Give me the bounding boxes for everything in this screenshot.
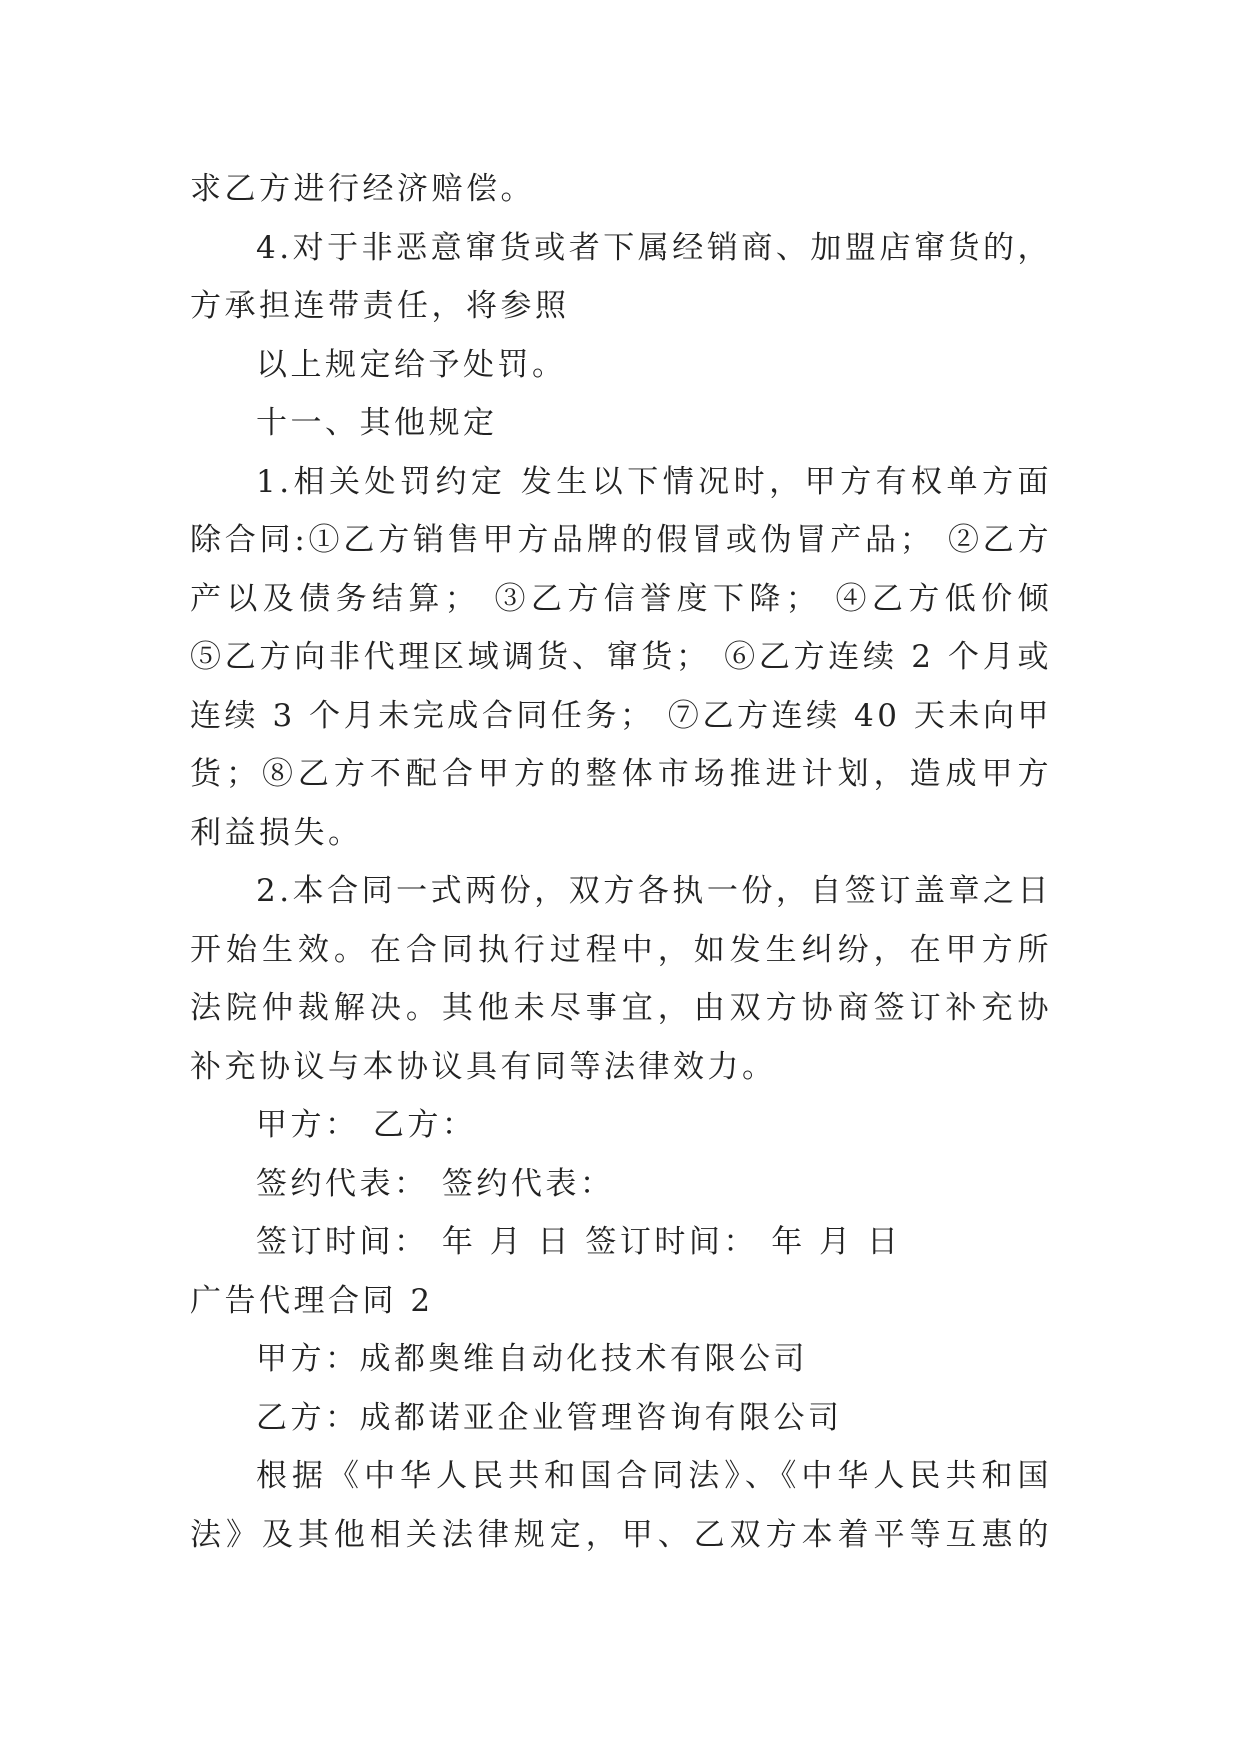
text-line: 签约代表： 签约代表： — [256, 1165, 615, 1202]
text-line: 除合同:①乙方销售甲方品牌的假冒或伪冒产品； ②乙方 — [190, 522, 1052, 558]
text-line: 法》及其他相关法律规定，甲、乙双方本着平等互惠的 — [190, 1516, 1052, 1553]
text-line: 十一、其他规定 — [256, 405, 498, 441]
text-line: 法院仲裁解决。其他未尽事宜，由双方协商签订补充协 — [190, 990, 1052, 1026]
text-line: 甲方：成都奥维自动化技术有限公司 — [256, 1341, 808, 1377]
text-line: 货；⑧乙方不配合甲方的整体市场推进计划，造成甲方 — [190, 756, 1052, 792]
text-line: 2.本合同一式两份，双方各执一份，自签订盖章之日 — [256, 873, 1052, 909]
text-line: 求乙方进行经济赔偿。 — [190, 171, 535, 207]
text-line: 甲方： 乙方： — [256, 1107, 477, 1143]
text-line: 开始生效。在合同执行过程中，如发生纠纷，在甲方所 — [190, 931, 1052, 968]
text-line: 连续 3 个月未完成合同任务； ⑦乙方连续 40 天未向甲 — [190, 697, 1052, 734]
text-line: 利益损失。 — [190, 814, 363, 851]
text-line: 产以及债务结算； ③乙方信誉度下降； ④乙方低价倾 — [190, 580, 1052, 617]
text-line: 以上规定给予处罚。 — [256, 346, 567, 383]
text-line: 根据《中华人民共和国合同法》、《中华人民共和国 — [256, 1458, 1052, 1494]
text-line: 方承担连带责任，将参照 — [190, 288, 570, 324]
text-line: ⑤乙方向非代理区域调货、窜货； ⑥乙方连续 2 个月或 — [190, 639, 1052, 675]
text-line: 补充协议与本协议具有同等法律效力。 — [190, 1048, 777, 1085]
text-line: 4.对于非恶意窜货或者下属经销商、加盟店窜货的， — [256, 229, 1052, 266]
text-line: 乙方：成都诺亚企业管理咨询有限公司 — [256, 1399, 843, 1436]
text-line: 签订时间： 年 月 日 签订时间： 年 月 日 — [256, 1224, 902, 1260]
document-body — [190, 160, 1052, 1564]
text-line: 广告代理合同 2 — [190, 1282, 434, 1319]
text-line: 1.相关处罚约定 发生以下情况时，甲方有权单方面 — [256, 463, 1052, 500]
